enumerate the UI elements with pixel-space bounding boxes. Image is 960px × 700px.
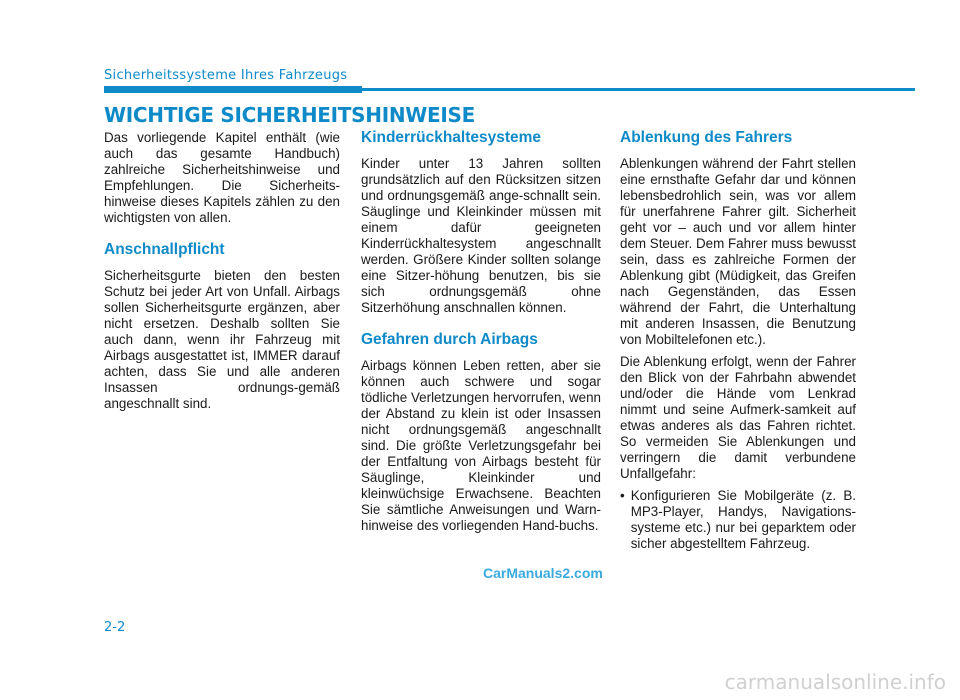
- page-title: WICHTIGE SICHERHEITSHINWEISE: [104, 103, 476, 127]
- kinder-paragraph: Kinder unter 13 Jahren sollten grundsätzlich auf den Rücksitzen sitzen und ordnungsgemäß ange-schnallt sein. Säuglinge und Kleinkinder müssen mit einem dafür geeigneten Kinderrückhaltesystem angeschnallt werden. Größere Kinder sollten solange eine Sitzer-höhung benutzen, bis sie sich ordnungsgemäß ohne Sitzerhöhung anschnallen können.: [361, 156, 601, 315]
- column-2: [361, 130, 601, 540]
- header-rule: [104, 88, 915, 91]
- heading-airbag-gefahren: Gefahren durch Airbags: [361, 331, 538, 348]
- page-number: 2-2: [104, 620, 126, 635]
- heading-ablenkung: Ablenkung des Fahrers: [620, 129, 793, 146]
- column-1: [104, 130, 340, 418]
- footer-watermark: carmanualsonline.info: [724, 670, 946, 694]
- anschnallpflicht-paragraph: Sicherheitsgurte bieten den besten Schutz bei jeder Art von Unfall. Airbags sollen Sicherheitsgurte ergänzen, aber nicht ersetzen. Deshalb sollten Sie auch dann, wenn ihr Fahrzeug mit Airbags ausgestattet ist, IMMER darauf achten, dass Sie und alle anderen Insassen ordnungs-gemäß angeschnallt sind.: [104, 268, 340, 411]
- airbag-paragraph: Airbags können Leben retten, aber sie können auch schwere und sogar tödliche Verletzungen hervorrufen, wenn der Abstand zu klein ist oder Insassen nicht ordnungsgemäß angeschnallt sind. Die größte Verletzungsgefahr bei der Entfaltung von Airbags besteht für Säuglinge, Kleinkinder und kleinwüchsige Erwachsene. Beachten Sie sämtliche Anweisungen und Warn-hinweise des vorliegenden Hand-buchs.: [361, 358, 601, 533]
- column-3: [620, 130, 856, 552]
- heading-anschnallpflicht: Anschnallpflicht: [104, 241, 225, 258]
- bullet-icon: •: [620, 488, 625, 503]
- bullet-text: Konfigurieren Sie Mobilgeräte (z. B. MP3-Player, Handys, Navigations-systeme etc.) nur bei geparktem oder sicher abgestelltem Fahrzeug.: [630, 488, 856, 551]
- ablenkung-paragraph-1: Ablenkungen während der Fahrt stellen eine ernsthafte Gefahr dar und können lebensbedrohlich sein, was vor allem für unerfahrene Fahrer gilt. Sicherheit geht vor – auch und vor allem hinter dem Steuer. Dem Fahrer muss bewusst sein, dass es zahlreiche Formen der Ablenkung gibt (Müdigkeit, das Greifen nach Gegenständen, das Essen während der Fahrt, die Unterhaltung mit anderen Insassen, die Benutzung von Mobiltelefonen etc.).: [620, 156, 856, 347]
- heading-kinderrueckhaltesysteme: Kinderrückhaltesysteme: [361, 129, 542, 146]
- list-item: [620, 488, 856, 552]
- intro-paragraph: Das vorliegende Kapitel enthält (wie auch das gesamte Handbuch) zahlreiche Sicherheitshinweise und Empfehlungen. Die Sicherheits-hinweise dieses Kapitels zählen zu den wichtigsten von allen.: [104, 130, 340, 225]
- section-header: Sicherheitssysteme Ihres Fahrzeugs: [104, 68, 348, 83]
- watermark-link[interactable]: CarManuals2.com: [483, 565, 603, 581]
- ablenkung-paragraph-2: Die Ablenkung erfolgt, wenn der Fahrer den Blick von der Fahrbahn abwendet und/oder die Hände vom Lenkrad nimmt und seine Aufmerk-samkeit auf etwas anderes als das Fahren richtet. So vermeiden Sie Ablenkungen und verringern die damit verbundene Unfallgefahr:: [620, 354, 856, 481]
